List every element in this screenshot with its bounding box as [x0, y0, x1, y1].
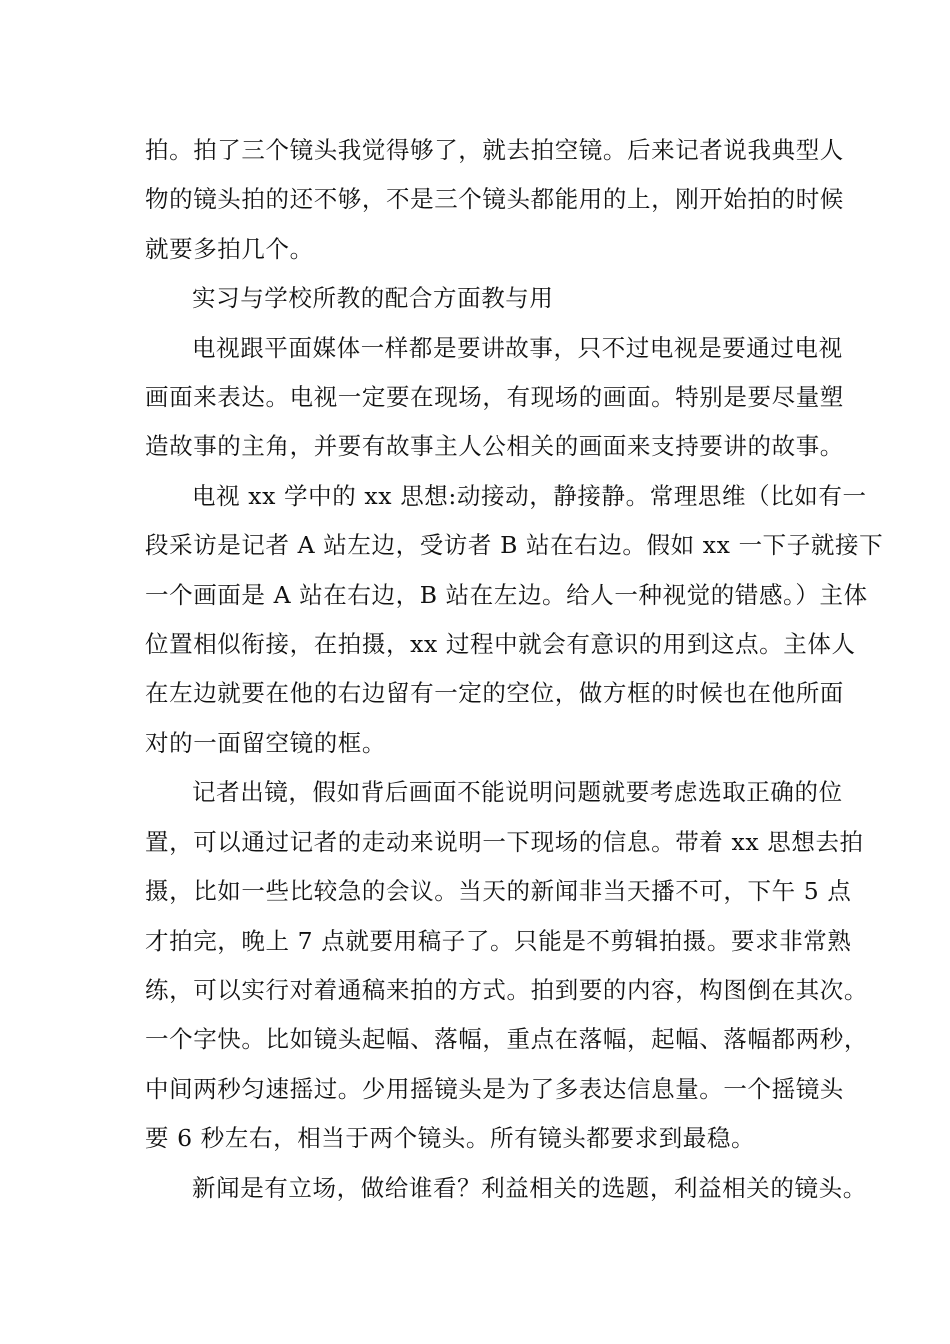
- text-line: 物的镜头拍的还不够，不是三个镜头都能用的上，刚开始拍的时候: [145, 185, 844, 214]
- section-heading: [145, 274, 825, 323]
- paragraph-3: [145, 324, 844, 472]
- paragraph-5: [145, 768, 868, 1163]
- document-body: [145, 126, 884, 1213]
- text-line: 置，可以通过记者的走动来说明一下现场的信息。带着 xx 思想去拍: [145, 827, 864, 856]
- text-line: 就要多拍几个。: [145, 234, 314, 263]
- text-line: 才拍完，晚上 7 点就要用稿子了。只能是不剪辑拍摄。要求非常熟: [145, 926, 852, 955]
- paragraph-1: [145, 126, 844, 274]
- text-line: 中间两秒匀速摇过。少用摇镜头是为了多表达信息量。一个摇镜头: [145, 1074, 844, 1103]
- text-line: 拍。拍了三个镜头我觉得够了，就去拍空镜。后来记者说我典型人: [145, 136, 844, 164]
- paragraph-4: [145, 472, 884, 768]
- text-line: 对的一面留空镜的框。: [145, 728, 386, 757]
- text-line: 记者出镜，假如背后画面不能说明问题就要考虑选取正确的位: [192, 778, 843, 807]
- text-line: 练，可以实行对着通稿来拍的方式。拍到要的内容，构图倒在其次。: [145, 975, 868, 1004]
- text-line: 在左边就要在他的右边留有一定的空位，做方框的时候也在他所面: [145, 679, 844, 708]
- text-line: 一个画面是 A 站在右边，B 站在左边。给人一种视觉的错感。）主体: [145, 580, 868, 609]
- text-line: 段采访是记者 A 站左边，受访者 B 站在右边。假如 xx 一下子就接下: [145, 531, 884, 560]
- text-line: 新闻是有立场，做给谁看？利益相关的选题，利益相关的镜头。: [192, 1173, 867, 1202]
- text-line: 画面来表达。电视一定要在现场，有现场的画面。特别是要尽量塑: [145, 383, 844, 412]
- text-line: 造故事的主角，并要有故事主人公相关的画面来支持要讲的故事。: [145, 432, 844, 461]
- text-line: 位置相似衔接，在拍摄，xx 过程中就会有意识的用到这点。主体人: [145, 630, 856, 659]
- text-line: 摄，比如一些比较急的会议。当天的新闻非当天播不可，下午 5 点: [145, 877, 852, 906]
- text-line: 一个字快。比如镜头起幅、落幅，重点在落幅，起幅、落幅都两秒，: [145, 1025, 868, 1054]
- paragraph-6: [145, 1164, 867, 1213]
- text-line: 电视跟平面媒体一样都是要讲故事，只不过电视是要通过电视: [192, 333, 843, 362]
- text-line: 实习与学校所教的配合方面教与用: [192, 284, 554, 313]
- text-line: 要 6 秒左右，相当于两个镜头。所有镜头都要求到最稳。: [145, 1124, 756, 1153]
- text-line: 电视 xx 学中的 xx 思想:动接动，静接静。常理思维（比如有一: [192, 481, 867, 510]
